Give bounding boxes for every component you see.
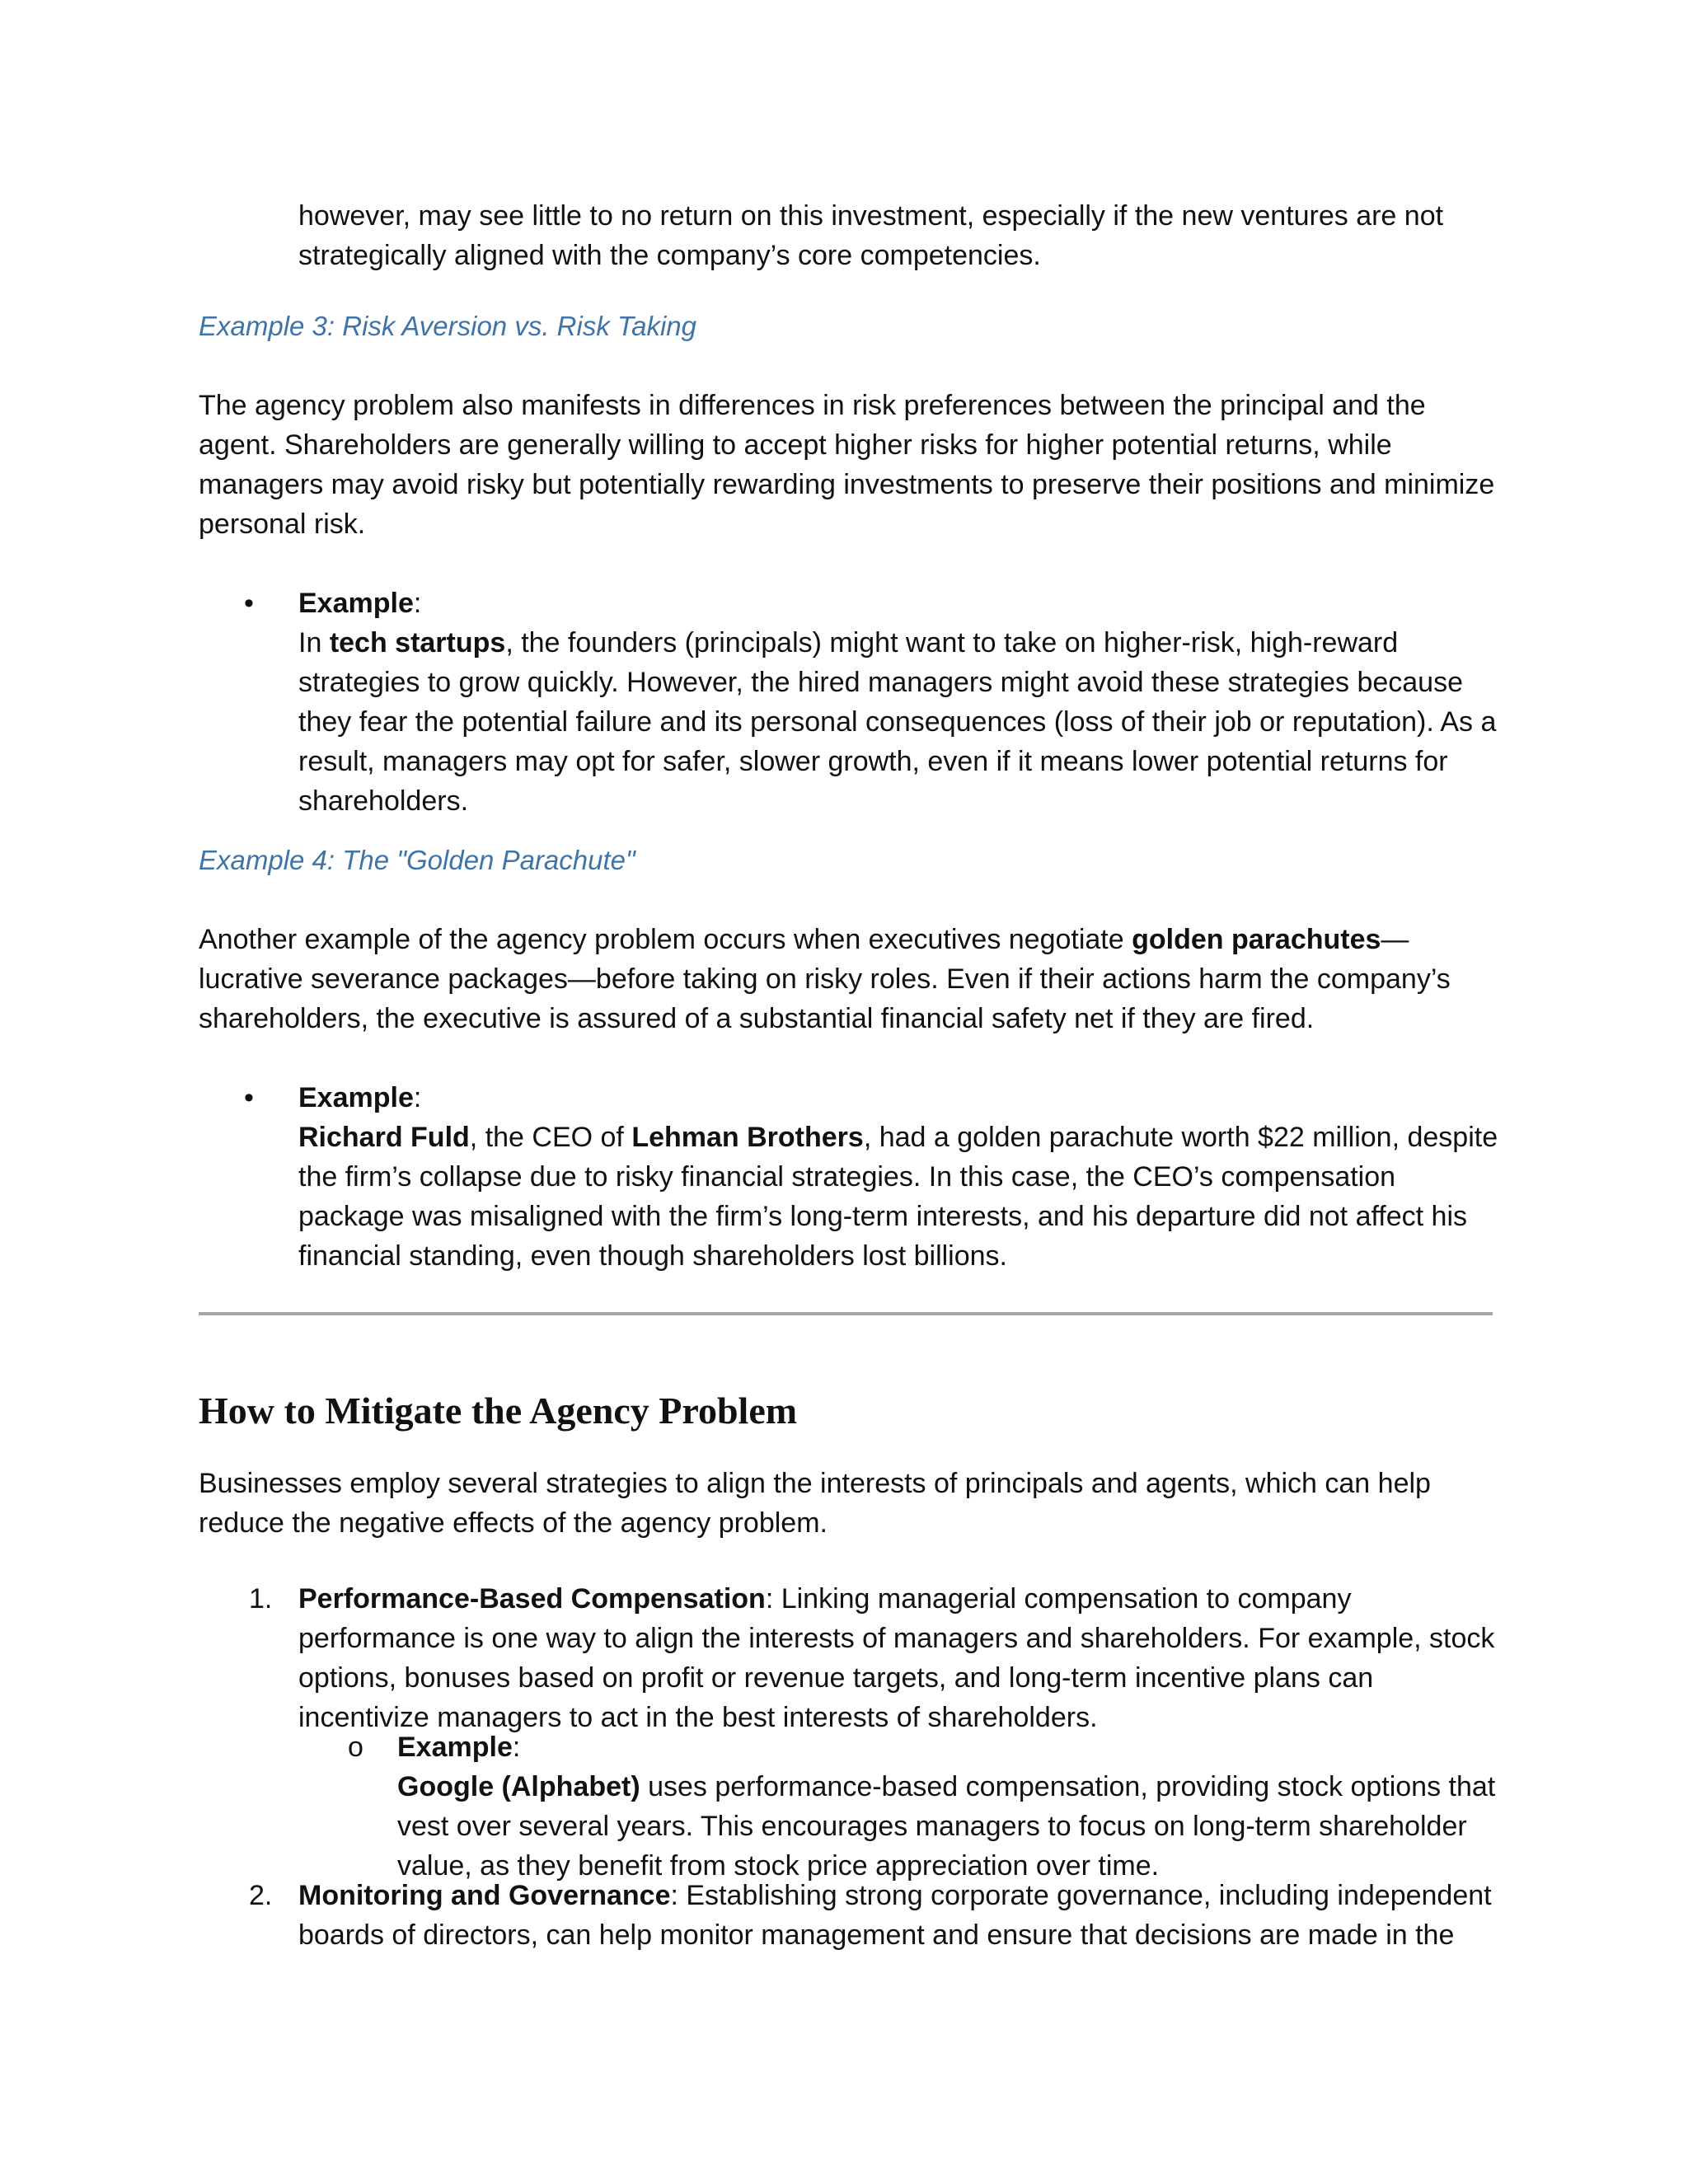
example-in-text: In xyxy=(298,627,330,658)
lehman-brothers-bold: Lehman Brothers xyxy=(631,1122,864,1153)
google-alphabet-bold: Google (Alphabet) xyxy=(397,1771,640,1802)
example-4-heading: Example 4: The "Golden Parachute" xyxy=(199,845,635,875)
example-label: Example xyxy=(298,588,414,619)
example-label: Example xyxy=(298,1082,414,1113)
example-4-para-rest: —lucrative severance packages—before taking on risky roles. Even if their actions harm the company’s shareholders, the executive is assured of a substantial financial safety net if they are fired. xyxy=(199,924,1451,1034)
richard-fuld-bold: Richard Fuld xyxy=(298,1122,470,1153)
list-item-title: Monitoring and Governance xyxy=(298,1880,671,1911)
list-item-performance-compensation xyxy=(298,1579,1502,1737)
horizontal-divider xyxy=(199,1312,1493,1315)
continuation-paragraph: however, may see little to no return on this investment, especially if the new ventures are not strategically aligned with the company’s core competencies. xyxy=(298,200,1444,271)
example-label: Example xyxy=(397,1732,513,1763)
example-4-detail: , had a golden parachute worth $22 million, despite the firm’s collapse due to risky financial strategies. In this case, the CEO’s compensation package was misaligned with the firm’s long-term interests, and his departure did not affect his financial standing, even though shareholders lost billions. xyxy=(298,1122,1498,1272)
tech-startups-bold: tech startups xyxy=(329,627,506,658)
example-4-para-start: Another example of the agency problem occurs when executives negotiate xyxy=(199,924,1132,955)
example-4-bullet xyxy=(298,1078,1502,1276)
sub-bullet-marker: o xyxy=(348,1732,363,1763)
example-colon: : xyxy=(512,1732,521,1763)
list-item-title: Performance-Based Compensation xyxy=(298,1583,766,1615)
list-item-monitoring-governance xyxy=(298,1876,1502,1955)
sub-example-detail: uses performance-based compensation, providing stock options that vest over several years. This encourages managers to focus on long-term shareholder value, as they benefit from stock price appreciation over time. xyxy=(397,1771,1496,1882)
golden-parachutes-bold: golden parachutes xyxy=(1132,924,1381,955)
example-4-mid: , the CEO of xyxy=(469,1122,632,1153)
sub-example-google xyxy=(397,1727,1502,1886)
section-heading: How to Mitigate the Agency Problem xyxy=(199,1390,798,1432)
example-colon: : xyxy=(413,1082,422,1113)
list-item-text: : Linking managerial compensation to company performance is one way to align the interests of managers and shareholders. For example, stock options, bonuses based on profit or revenue targets, and long-term incentive plans can incentivize managers to act in the best interests of shareholders. xyxy=(298,1583,1495,1733)
example-3-bullet xyxy=(298,583,1502,821)
mitigate-intro: Businesses employ several strategies to align the interests of principals and agents, which can help reduce the negative effects of the agency problem. xyxy=(199,1468,1431,1539)
example-3-paragraph: The agency problem also manifests in differences in risk preferences between the principal and the agent. Shareholders are generally willing to accept higher risks for higher potential returns, while managers may avoid risky but potentially rewarding investments to preserve their positions and minimize personal risk. xyxy=(199,390,1495,540)
example-colon: : xyxy=(413,588,422,619)
list-number: 1. xyxy=(249,1583,273,1615)
example-3-heading: Example 3: Risk Aversion vs. Risk Taking xyxy=(199,311,697,341)
list-number: 2. xyxy=(249,1880,273,1911)
bullet-marker: • xyxy=(244,588,254,619)
example-3-detail: , the founders (principals) might want to take on higher-risk, high-reward strategies to grow quickly. However, the hired managers might avoid these strategies because they fear the potential failure and its personal consequences (loss of their job or reputation). As a result, managers may opt for safer, slower growth, even if it means lower potential returns for shareholders. xyxy=(298,627,1497,817)
list-item-text: : Establishing strong corporate governance, including independent boards of directors, can help monitor management and ensure that decisions are made in the xyxy=(298,1880,1492,1951)
bullet-marker: • xyxy=(244,1082,254,1113)
example-4-paragraph xyxy=(199,920,1501,1038)
